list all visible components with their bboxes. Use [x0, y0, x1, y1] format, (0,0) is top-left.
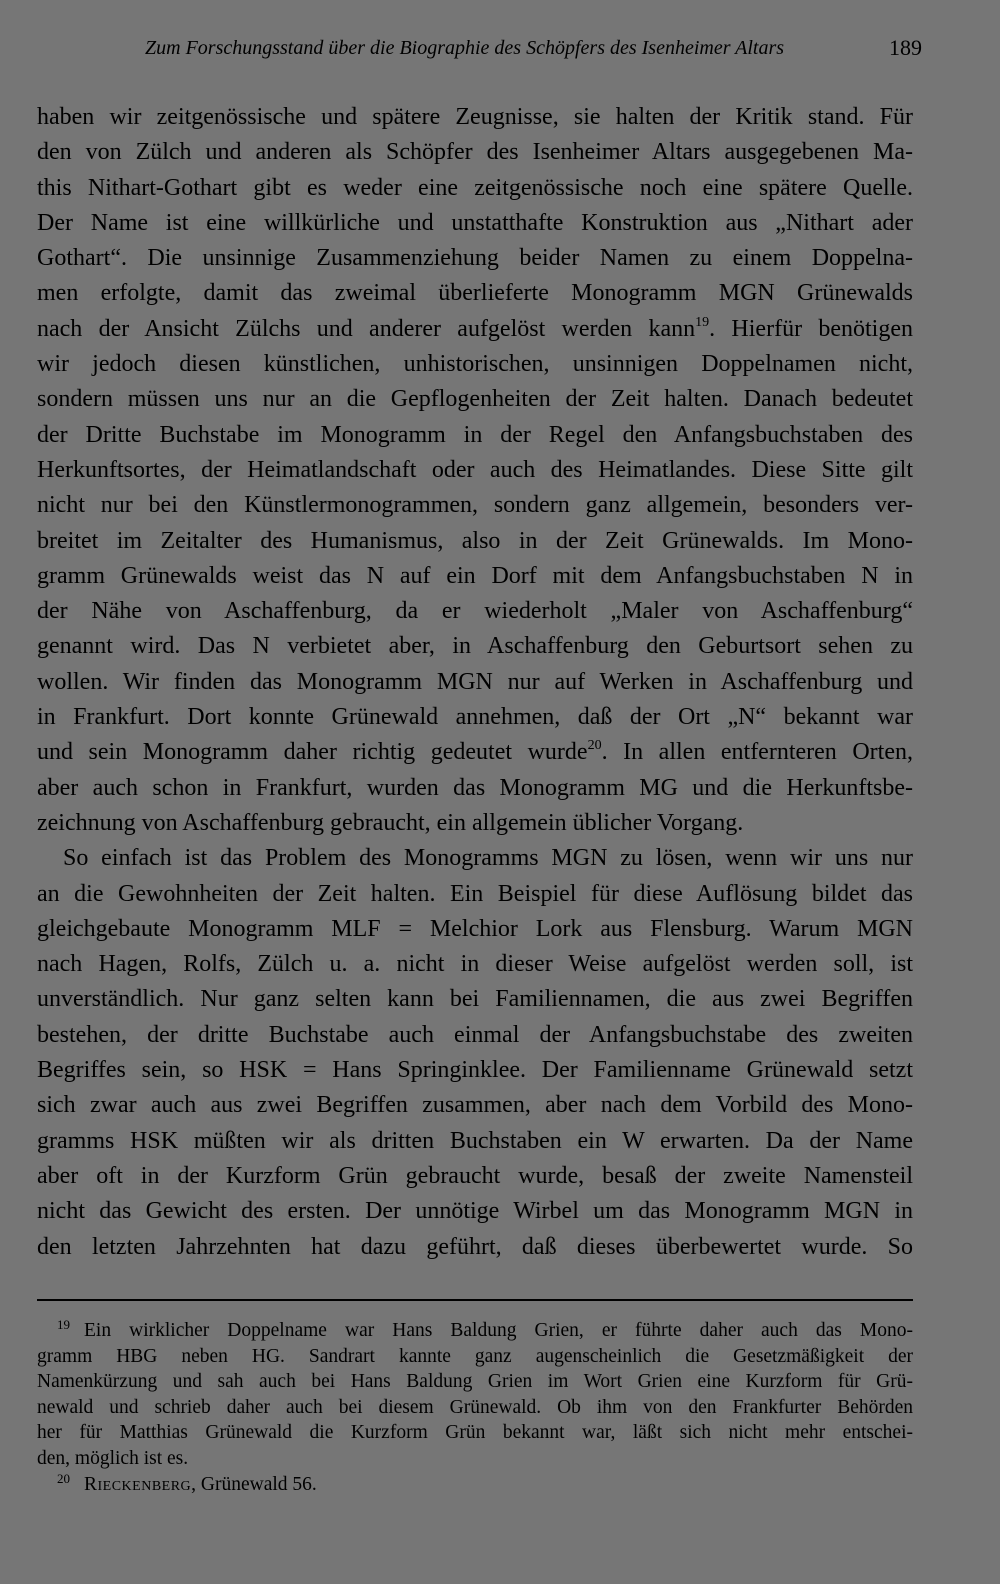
body-line-text: nach der Ansicht Zülchs und anderer aufgelöst werden kann: [37, 315, 696, 342]
running-head: Zum Forschungsstand über die Biographie des Schöpfers des Isenheimer Altars: [145, 37, 785, 59]
footnote-citation: , Grünewald 56.: [191, 1473, 317, 1495]
body-line: an die Gewohnheiten der Zeit halten. Ein Beispiel für diese Auflösung bildet das: [37, 880, 913, 907]
footnote-text: Ein wirklicher Doppelname war Hans Baldung Grien, er führte daher auch das Mono-: [84, 1320, 913, 1341]
body-line: in Frankfurt. Dort konnte Grünewald annehmen, daß der Ort „N“ bekannt war: [37, 704, 913, 731]
body-line: aber oft in der Kurzform Grün gebraucht wurde, besaß der zweite Namensteil: [37, 1162, 913, 1189]
footnote-number-19: 19: [57, 1317, 70, 1332]
footnote-19-line: gramm HBG neben HG. Sandrart kannte ganz augenscheinlich die Gesetzmäßigkeit der: [37, 1345, 913, 1367]
body-line-with-footnote-ref: [37, 312, 913, 347]
body-line: wollen. Wir finden das Monogramm MGN nur auf Werken in Aschaffenburg und: [37, 668, 913, 695]
body-line: men erfolgte, damit das zweimal überlieferte Monogramm MGN Grünewalds: [37, 280, 913, 307]
body-line: aber auch schon in Frankfurt, wurden das Monogramm MG und die Herkunftsbe-: [37, 774, 913, 801]
body-line: wir jedoch diesen künstlichen, unhistorischen, unsinnigen Doppelnamen nicht,: [37, 351, 913, 378]
body-line: der Dritte Buchstabe im Monogramm in der Regel den Anfangsbuchstaben des: [37, 421, 913, 448]
body-line: den von Zülch und anderen als Schöpfer des Isenheimer Altars ausgegebenen Ma-: [37, 139, 913, 166]
footnote-19-line: den, möglich ist es.: [37, 1447, 189, 1469]
body-line: Gothart“. Die unsinnige Zusammenziehung beider Namen zu einem Doppelna-: [37, 245, 913, 272]
body-line: Begriffes sein, so HSK = Hans Springinklee. Der Familienname Grünewald setzt: [37, 1057, 913, 1084]
footnote-19-line: her für Matthias Grünewald die Kurzform Grün bekannt war, läßt sich nicht mehr entschei-: [37, 1422, 913, 1444]
footnote-number-20: 20: [57, 1470, 70, 1486]
body-line-tail: . Hierfür benötigen: [709, 315, 913, 342]
body-line: nicht nur bei den Künstlermonogrammen, sondern ganz allgemein, besonders ver-: [37, 492, 913, 519]
body-line: breitet im Zeitalter des Humanismus, also in der Zeit Grünewalds. Im Mono-: [37, 527, 913, 554]
body-line-tail: . In allen entfernteren Orten,: [601, 739, 913, 766]
body-line: haben wir zeitgenössische und spätere Zeugnisse, sie halten der Kritik stand. Für: [37, 104, 913, 130]
footnote-19-line: [37, 1318, 913, 1344]
footnote-ref-20[interactable]: 20: [587, 738, 602, 754]
body-line: sondern müssen uns nur an die Gepflogenheiten der Zeit halten. Danach bedeutet: [37, 386, 913, 413]
page-number: 189: [889, 35, 922, 60]
body-line: gramms HSK müßten wir als dritten Buchstaben ein W erwarten. Da der Name: [37, 1127, 913, 1154]
body-line: sich zwar auch aus zwei Begriffen zusammen, aber nach dem Vorbild des Mono-: [37, 1092, 913, 1119]
body-line: nach Hagen, Rolfs, Zülch u. a. nicht in dieser Weise aufgelöst werden soll, ist: [37, 951, 913, 978]
paragraph-start-line: So einfach ist das Problem des Monogramms MGN zu lösen, wenn wir uns nur: [63, 845, 913, 872]
body-line: der Nähe von Aschaffenburg, da er wiederholt „Maler von Aschaffenburg“: [37, 598, 913, 625]
body-line: gramm Grünewalds weist das N auf ein Dorf mit dem Anfangsbuchstaben N in: [37, 562, 913, 589]
body-line: nicht das Gewicht des ersten. Der unnötige Wirbel um das Monogramm MGN in: [37, 1198, 913, 1225]
body-line: unverständlich. Nur ganz selten kann bei Familiennamen, die aus zwei Begriffen: [37, 986, 913, 1013]
footnote-20-line: [37, 1472, 913, 1498]
body-text: [37, 100, 913, 1265]
footnote-19-line: newald und schrieb daher auch bei diesem Grünewald. Ob ihm von den Frankfurter Behörden: [37, 1396, 913, 1418]
body-line-text: und sein Monogramm daher richtig gedeutet wurde: [37, 739, 588, 766]
footnote-divider: [37, 1299, 913, 1301]
body-line: Herkunftsortes, der Heimatlandschaft oder auch des Heimatlandes. Diese Sitte gilt: [37, 456, 913, 483]
body-line: gleichgebaute Monogramm MLF = Melchior Lork aus Flensburg. Warum MGN: [37, 915, 913, 942]
footnote-ref-19[interactable]: 19: [695, 314, 710, 330]
body-line: zeichnung von Aschaffenburg gebraucht, ein allgemein üblicher Vorgang.: [37, 809, 744, 836]
body-line-with-footnote-ref: [37, 735, 913, 770]
footnote-author: Rieckenberg: [84, 1473, 192, 1495]
footnote-19-line: Namenkürzung und sah auch bei Hans Baldung Grien im Wort Grien eine Kurzform für Grü-: [37, 1371, 913, 1393]
body-line: bestehen, der dritte Buchstabe auch einmal der Anfangsbuchstabe des zweiten: [37, 1021, 913, 1048]
body-line: den letzten Jahrzehnten hat dazu geführt, daß dieses überbewertet wurde. So: [37, 1233, 913, 1260]
page-header: [0, 32, 1000, 64]
footnotes: [37, 1318, 913, 1497]
body-line: genannt wird. Das N verbietet aber, in Aschaffenburg den Geburtsort sehen zu: [37, 633, 913, 660]
body-line: Der Name ist eine willkürliche und unstatthafte Konstruktion aus „Nithart ader: [37, 209, 913, 236]
body-line: this Nithart-Gothart gibt es weder eine zeitgenössische noch eine spätere Quelle.: [37, 174, 913, 201]
